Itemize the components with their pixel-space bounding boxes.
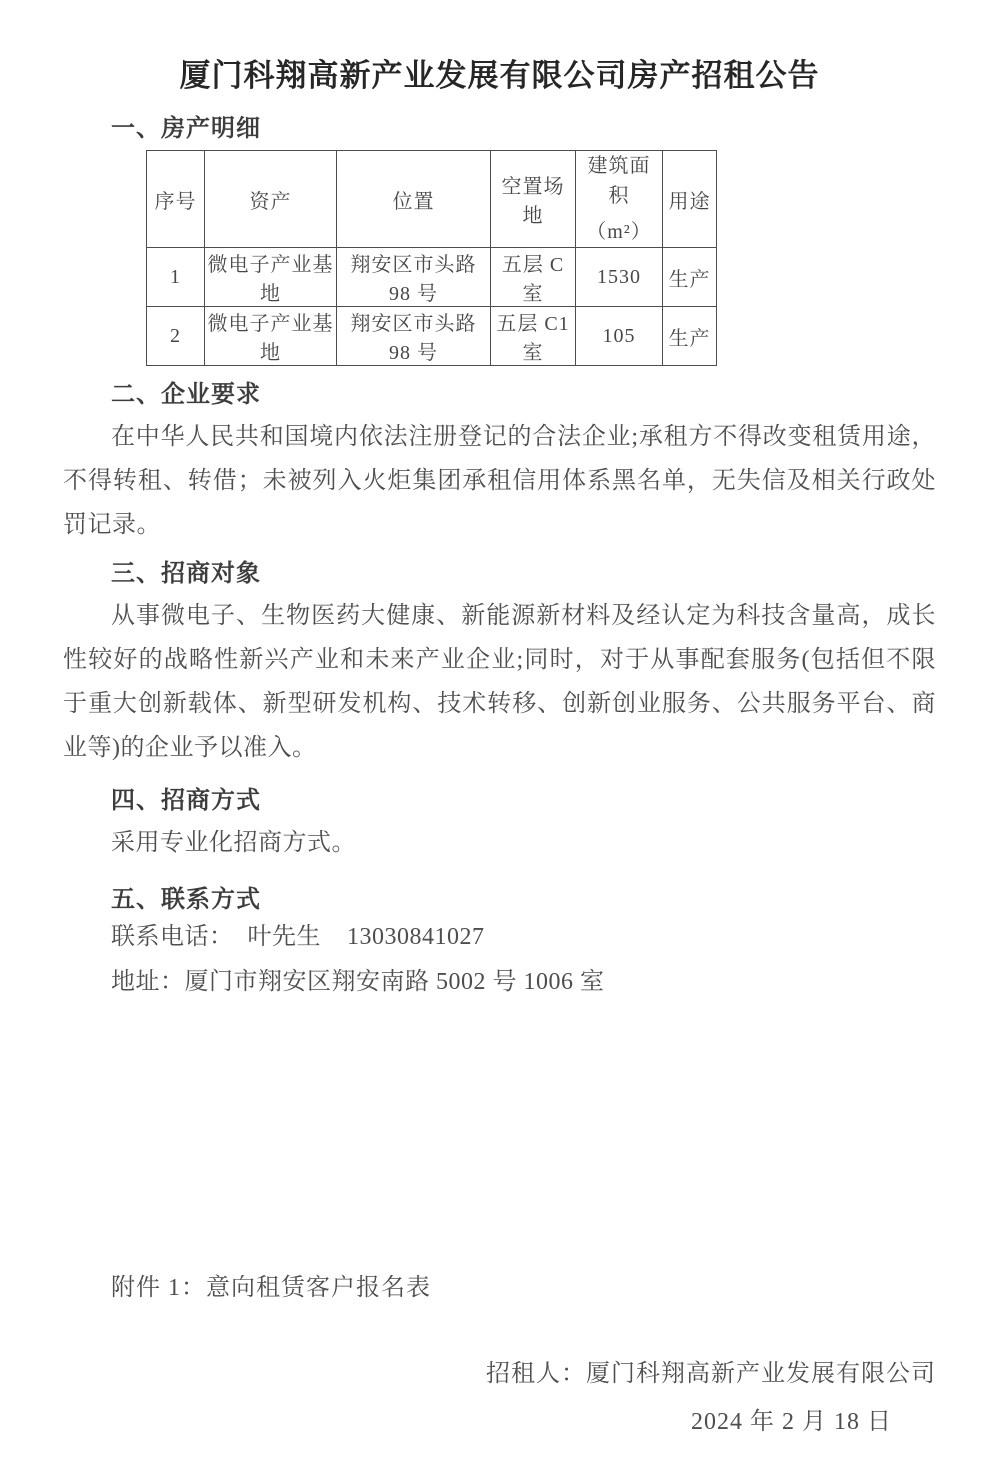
- attachment-line: 附件 1：意向租赁客户报名表: [111, 1275, 431, 1301]
- cell-asset: 微电子产业基地: [205, 248, 337, 307]
- contact-address-line: 地址：厦门市翔安区翔安南路 5002 号 1006 室: [111, 969, 605, 995]
- cell-asset: 微电子产业基地: [205, 307, 337, 366]
- page-title: 厦门科翔高新产业发展有限公司房产招租公告: [179, 58, 820, 93]
- enterprise-requirements-paragraph: 在中华人民共和国境内依法注册登记的合法企业;承租方不得改变租赁用途，不得转租、转借；未被列入火炬集团承租信用体系黑名单，无失信及相关行政处罚记录。: [63, 424, 936, 538]
- cell-location: 翔安区市头路 98 号: [337, 307, 491, 366]
- property-table: [146, 150, 717, 366]
- investment-method-paragraph: 采用专业化招商方式。: [111, 830, 356, 856]
- signoff-lessor-line: 招租人：厦门科翔高新产业发展有限公司: [486, 1361, 936, 1387]
- cell-vacant-site: 五层 C1 室: [491, 307, 576, 366]
- col-header-asset: 资产: [205, 151, 337, 248]
- section-heading-investment-targets: 三、招商对象: [111, 561, 261, 587]
- table-row: [147, 307, 717, 366]
- announcement-page: [0, 54, 999, 1467]
- contact-person: 叶先生: [247, 924, 321, 950]
- col-header-building-area: [576, 151, 663, 248]
- cell-seq: 2: [147, 307, 205, 366]
- cell-building-area: 105: [576, 307, 663, 366]
- cell-usage: 生产: [663, 307, 717, 366]
- section-heading-contact-info: 五、联系方式: [111, 887, 261, 913]
- cell-building-area: 1530: [576, 248, 663, 307]
- cell-location: 翔安区市头路 98 号: [337, 248, 491, 307]
- section-heading-investment-method: 四、招商方式: [111, 788, 261, 814]
- col-header-building-area-line2: （m²）: [586, 221, 652, 243]
- col-header-usage: 用途: [663, 151, 717, 248]
- cell-seq: 1: [147, 248, 205, 307]
- cell-vacant-site: 五层 C 室: [491, 248, 576, 307]
- contact-phone-number: 13030841027: [347, 924, 485, 950]
- section-heading-property-details: 一、房产明细: [111, 116, 261, 142]
- section-heading-enterprise-requirements: 二、企业要求: [111, 382, 261, 408]
- col-header-building-area-line1: 建筑面积: [587, 155, 651, 207]
- table-row: [147, 248, 717, 307]
- table-header-row: [147, 151, 717, 248]
- contact-phone-label: 联系电话：: [111, 924, 234, 950]
- col-header-seq: 序号: [147, 151, 205, 248]
- investment-targets-paragraph: 从事微电子、生物医药大健康、新能源新材料及经认定为科技含量高，成长性较好的战略性新兴产业和未来产业企业;同时，对于从事配套服务(包括但不限于重大创新载体、新型研发机构、技术转移、创新创业服务、公共服务平台、商业等)的企业予以准入。: [63, 603, 936, 761]
- col-header-location: 位置: [337, 151, 491, 248]
- contact-phone-line: [63, 915, 936, 960]
- cell-usage: 生产: [663, 248, 717, 307]
- col-header-vacant-site: 空置场地: [491, 151, 576, 248]
- signoff-date-line: 2024 年 2 月 18 日: [691, 1409, 892, 1435]
